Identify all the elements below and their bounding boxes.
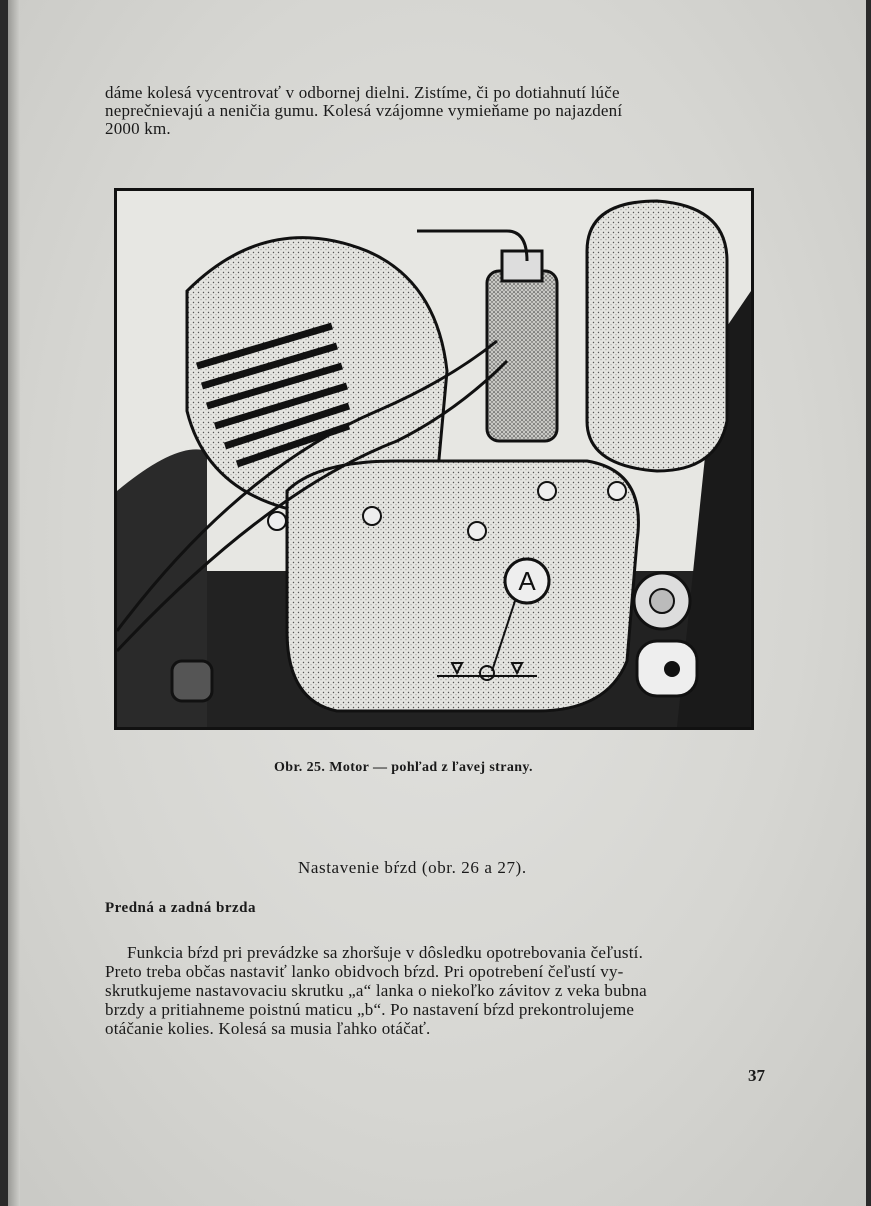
page-edge-shadow (8, 0, 20, 1206)
carburetor-cap (502, 251, 542, 281)
engine-illustration (114, 188, 754, 730)
crankcase (287, 461, 638, 711)
engine-drawing (117, 191, 751, 727)
body-paragraph (105, 943, 785, 1038)
body-line: Funkcia bŕzd pri prevádzke sa zhoršuje v dôsledku opotrebovania čeľustí. (127, 943, 644, 962)
marker-a-label: A (518, 566, 536, 596)
body-line: skrutkujeme nastavovaciu skrutku „a“ lanka o niekoľko závitov z veka bubna (105, 981, 647, 1000)
sub-heading: Predná a zadná brzda (105, 900, 256, 916)
intro-paragraph (105, 84, 785, 138)
intro-line: neprečnievajú a neničia gumu. Kolesá vzájomne vymieňame po najazdení (105, 101, 623, 120)
section-heading: Nastavenie bŕzd (obr. 26 a 27). (298, 858, 527, 877)
figure-caption: Obr. 25. Motor — pohľad z ľavej strany. (274, 760, 533, 775)
book-page (8, 0, 866, 1206)
body-line: brzdy a pritiahneme poistnú maticu „b“. Po nastavení bŕzd prekontrolujeme (105, 1000, 635, 1019)
carburetor (487, 271, 557, 441)
right-nut (650, 589, 674, 613)
intro-line: 2000 km. (105, 119, 171, 138)
shaft-center (664, 661, 680, 677)
body-line: otáčanie kolies. Kolesá sa musia ľahko otáčať. (105, 1019, 431, 1038)
air-filter (587, 201, 727, 471)
body-line: Preto treba občas nastaviť lanko obidvoch bŕzd. Pri opotrebení čeľustí vy- (105, 962, 624, 981)
intro-line: dáme kolesá vycentrovať v odbornej dielni. Zistíme, či po dotiahnutí lúče (105, 83, 620, 102)
page-number: 37 (748, 1066, 765, 1085)
adjust-knob (172, 661, 212, 701)
